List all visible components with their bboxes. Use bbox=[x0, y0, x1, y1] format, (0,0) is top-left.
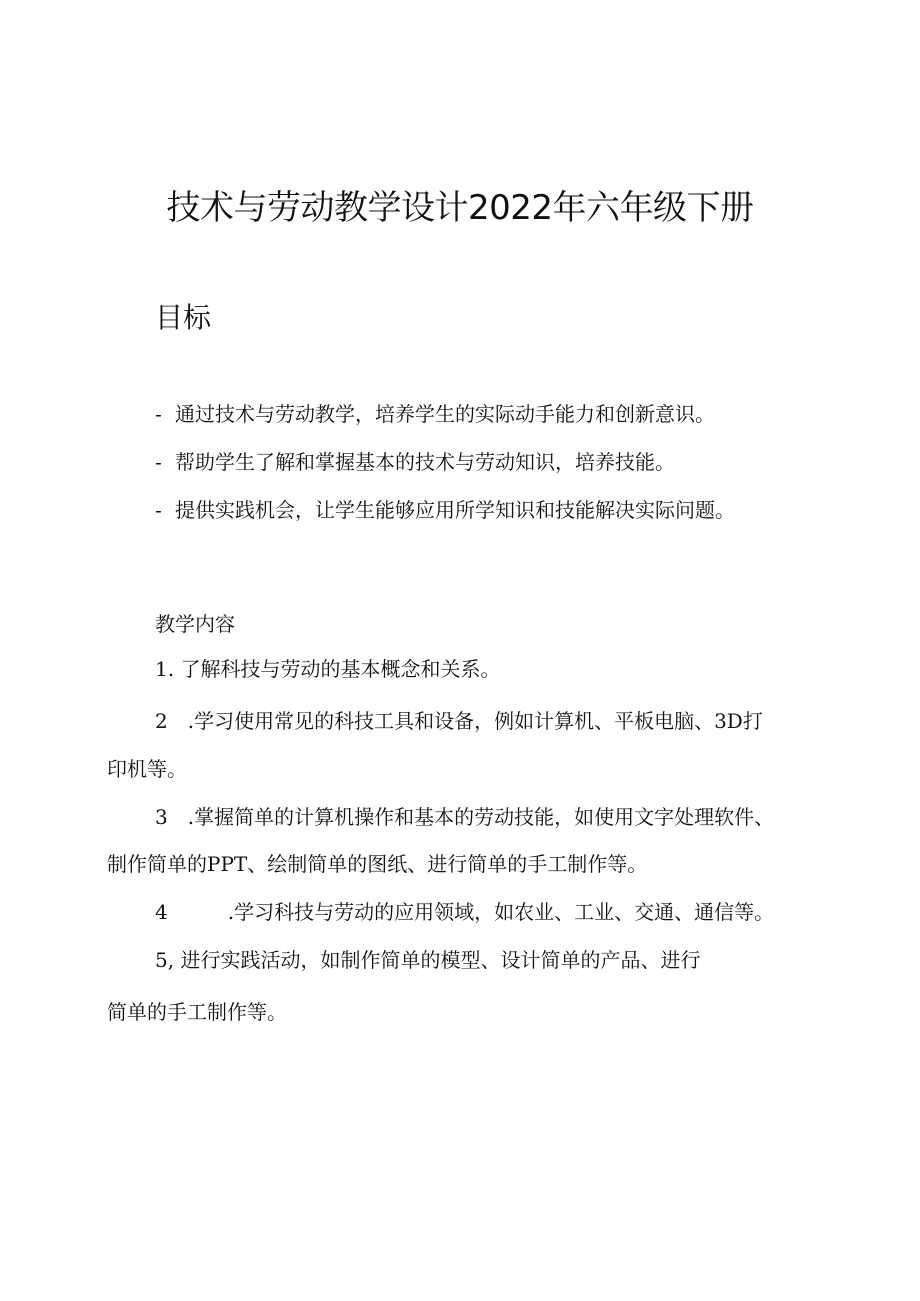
goal-text: 帮助学生了解和掌握基本的技术与劳动知识，培养技能。 bbox=[175, 450, 675, 474]
content-line: 简单的手工制作等。 bbox=[107, 1000, 287, 1024]
goals-heading: 目标 bbox=[155, 301, 212, 334]
content-line: 1. 了解科技与劳动的基本概念和关系。 bbox=[155, 657, 501, 681]
goal-item bbox=[155, 446, 675, 475]
content-line: 4 .学习科技与劳动的应用领域，如农业、工业、交通、通信等。 bbox=[155, 900, 775, 924]
content-line: 制作简单的PPT、绘制简单的图纸、进行简单的手工制作等。 bbox=[107, 852, 648, 876]
goal-dash: - bbox=[155, 402, 162, 426]
goal-item bbox=[155, 494, 735, 523]
goal-text: 通过技术与劳动教学，培养学生的实际动手能力和创新意识。 bbox=[175, 402, 715, 426]
content-line: 印机等。 bbox=[107, 757, 187, 781]
content-heading: 教学内容 bbox=[155, 612, 235, 636]
content-line: 5, 进行实践活动，如制作简单的模型、设计简单的产品、进行 bbox=[155, 948, 701, 972]
content-line: 2 .学习使用常见的科技工具和设备，例如计算机、平板电脑、3D打 bbox=[155, 709, 763, 733]
goal-text: 提供实践机会，让学生能够应用所学知识和技能解决实际问题。 bbox=[175, 498, 735, 522]
goal-item bbox=[155, 398, 715, 427]
goal-dash: - bbox=[155, 498, 162, 522]
content-line: 3 .掌握简单的计算机操作和基本的劳动技能，如使用文字处理软件、 bbox=[155, 805, 775, 829]
goal-dash: - bbox=[155, 450, 162, 474]
document-title: 技术与劳动教学设计2022年六年级下册 bbox=[166, 188, 754, 228]
